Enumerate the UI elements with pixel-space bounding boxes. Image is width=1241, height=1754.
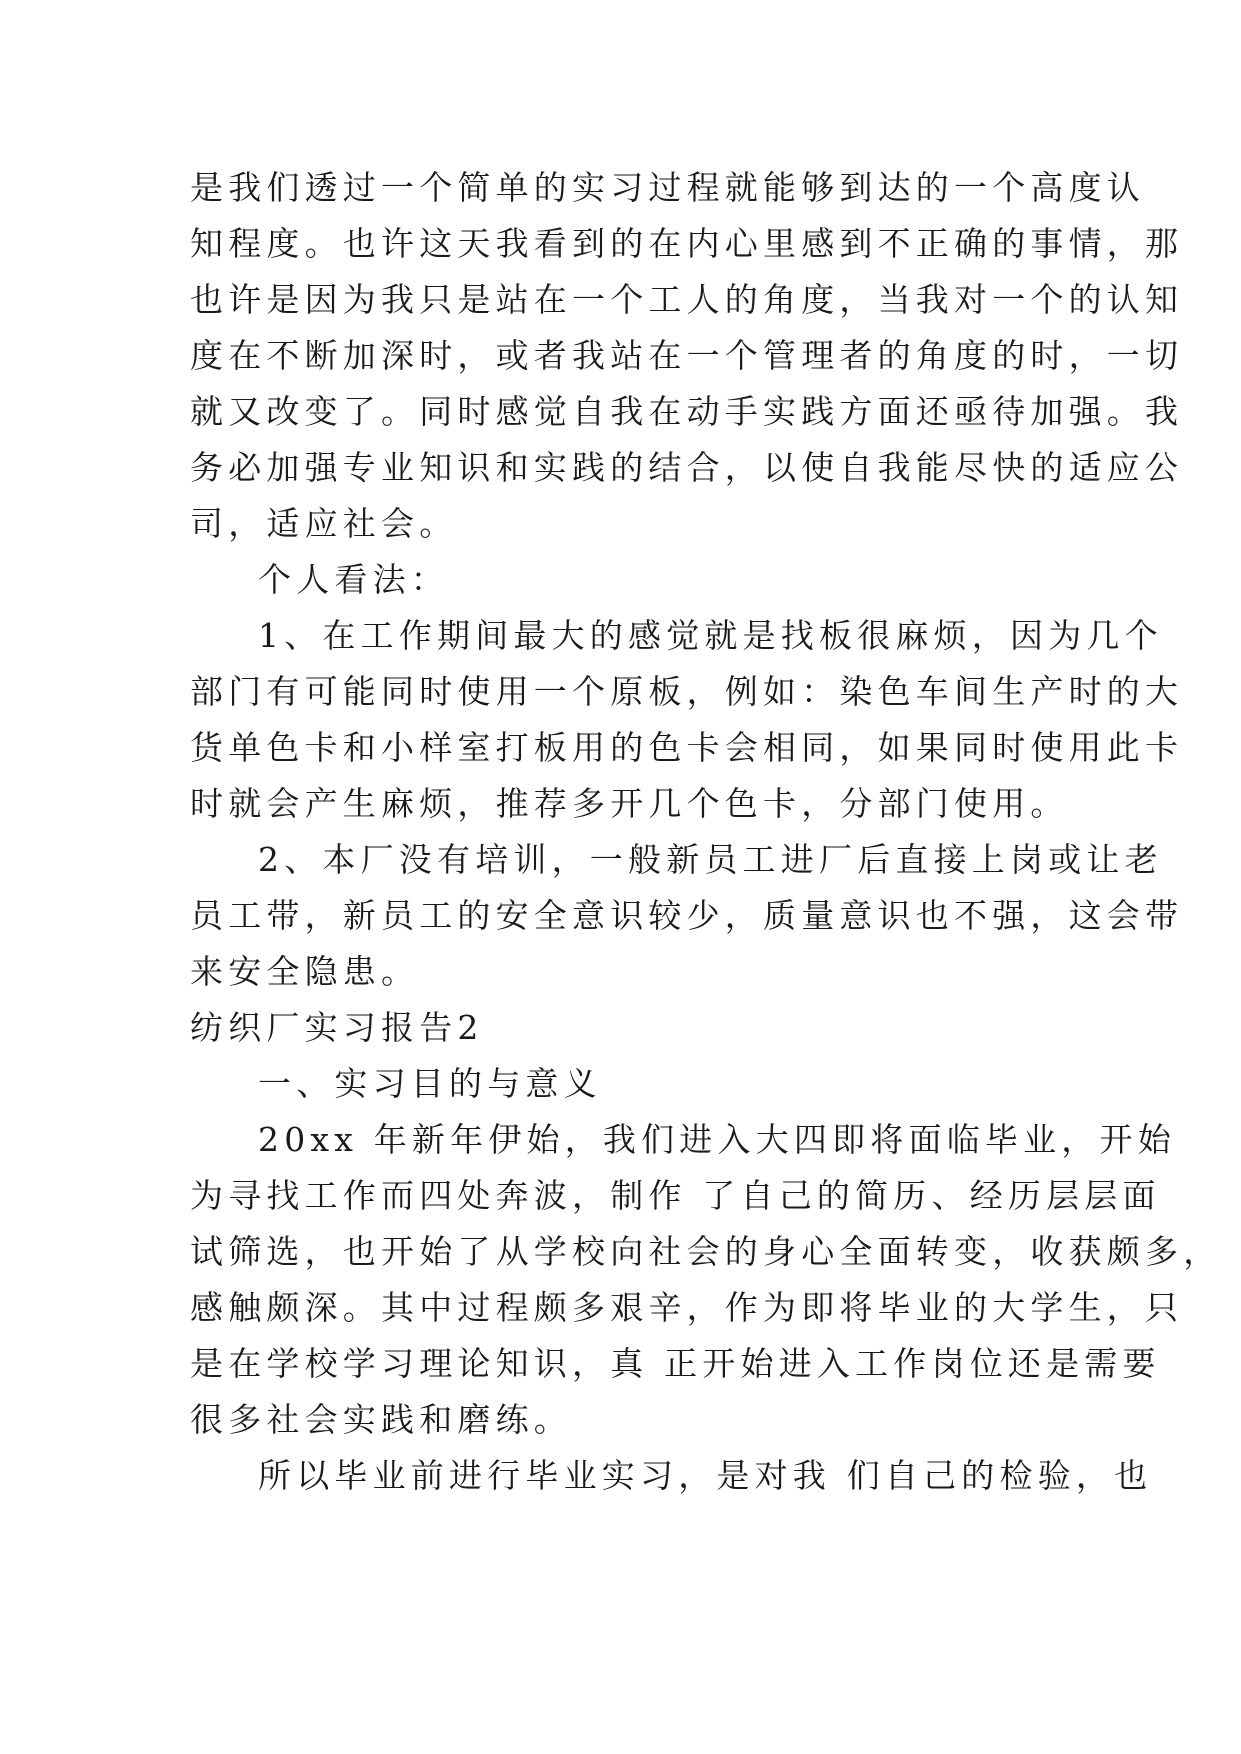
- section-label: 个人看法：: [258, 560, 449, 599]
- text-line: 司，适应社会。: [190, 504, 458, 543]
- text-line: 试筛选，也开始了从学校向社会的身心全面转变，收获颇多，: [190, 1232, 1222, 1271]
- text-line: 务必加强专业知识和实践的结合，以使自我能尽快的适应公: [190, 448, 1184, 487]
- section-heading: 一、实习目的与意义: [258, 1064, 602, 1103]
- text-line: 来安全隐患。: [190, 952, 420, 991]
- text-line: 也许是因为我只是站在一个工人的角度，当我对一个的认知: [190, 280, 1184, 319]
- document-body: [190, 160, 1222, 1504]
- text-line: 为寻找工作而四处奔波，制作 了自己的简历、经历层层面: [190, 1176, 1161, 1215]
- text-line: 感触颇深。其中过程颇多艰辛，作为即将毕业的大学生，只: [190, 1288, 1184, 1327]
- text-line: 度在不断加深时，或者我站在一个管理者的角度的时，一切: [190, 336, 1184, 375]
- text-line: 很多社会实践和磨练。: [190, 1400, 572, 1439]
- report-title: 纺织厂实习报告2: [190, 1008, 484, 1047]
- text-line: 是我们透过一个简单的实习过程就能够到达的一个高度认: [190, 168, 1145, 207]
- paragraph-start: 20xx 年新年伊始，我们进入大四即将面临毕业，开始: [258, 1120, 1176, 1159]
- text-line: 时就会产生麻烦，推荐多开几个色卡，分部门使用。: [190, 784, 1069, 823]
- text-line: 知程度。也许这天我看到的在内心里感到不正确的事情，那: [190, 224, 1184, 263]
- text-line: 就又改变了。同时感觉自我在动手实践方面还亟待加强。我: [190, 392, 1184, 431]
- text-line: 是在学校学习理论知识，真 正开始进入工作岗位还是需要: [190, 1344, 1161, 1383]
- list-item-2-start: 2、本厂没有培训，一般新员工进厂后直接上岗或让老: [258, 840, 1163, 879]
- text-line: 部门有可能同时使用一个原板，例如：染色车间生产时的大: [190, 672, 1184, 711]
- text-line: 员工带，新员工的安全意识较少，质量意识也不强，这会带: [190, 896, 1184, 935]
- paragraph-start: 所以毕业前进行毕业实习，是对我 们自己的检验，也: [258, 1456, 1153, 1495]
- list-item-1-start: 1、在工作期间最大的感觉就是找板很麻烦，因为几个: [258, 616, 1163, 655]
- text-line: 货单色卡和小样室打板用的色卡会相同，如果同时使用此卡: [190, 728, 1184, 767]
